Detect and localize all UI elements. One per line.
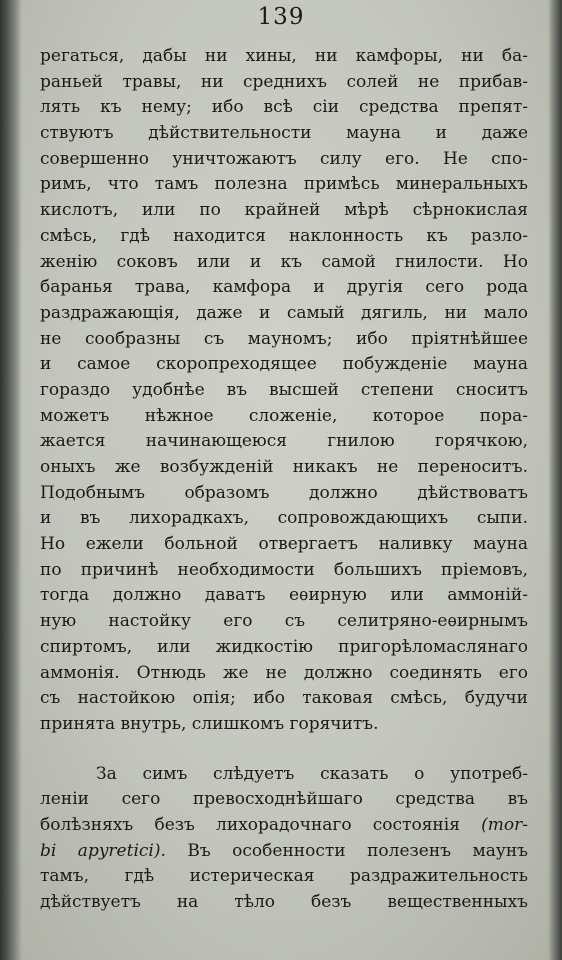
paragraph-1-line: не сообразны съ мауномъ; ибо пріятнѣйшее: [40, 328, 528, 349]
line-text: болѣзняхъ безъ лихорадочнаго состоянія: [40, 814, 482, 835]
paragraph-1-line: можетъ нѣжное сложеніе, которое пора-: [40, 405, 528, 426]
paragraph-1-line: спиртомъ, или жидкостію пригорѣломаслянаго: [40, 636, 528, 657]
paragraph-1-line: и въ лихорадкахъ, сопровождающихъ сыпи.: [40, 508, 528, 529]
paragraph-1-line: баранья трава, камфора и другія сего рода: [40, 277, 528, 298]
latin-term: (mor-: [481, 814, 528, 835]
paragraph-2-line: дѣйствуетъ на тѣло безъ вещественныхъ: [40, 892, 528, 912]
paragraph-1-line: совершенно уничтожаютъ силу его. Не спо-: [40, 148, 528, 169]
page-number: 139: [257, 4, 305, 30]
paragraph-1-line: ную настойку его съ селитряно-еѳирнымъ: [40, 611, 528, 632]
paragraph-1-line: раздражающія, даже и самый дягиль, ни мало: [40, 302, 528, 323]
paragraph-1-line: по причинѣ необходимости большихъ пріемовъ,: [40, 559, 528, 580]
text-block: [40, 44, 528, 916]
paragraph-1-line: съ настойкою опія; ибо таковая смѣсь, будучи: [40, 688, 528, 709]
paragraph-2-line: [40, 813, 528, 839]
paragraph-2-line: За симъ слѣдуетъ сказать о употреб-: [96, 763, 528, 784]
paragraph-1-line: кислотъ, или по крайней мѣрѣ сѣрнокислая: [40, 200, 528, 221]
paragraph-1: [40, 44, 528, 738]
paragraph-1-line: жается начинающеюся гнилою горячкою,: [40, 431, 528, 452]
paragraph-1-line: Но ежели больной отвергаетъ наливку мауна: [40, 534, 528, 555]
paragraph-1-line: смѣсь, гдѣ находится наклонность къ разло-: [40, 225, 528, 246]
page-edge-shadow: [548, 0, 562, 960]
paragraph-2-line: [40, 839, 528, 865]
paragraph-2-line: леніи сего превосходнѣйшаго средства въ: [40, 789, 528, 810]
paragraph-1-line: лять къ нему; ибо всѣ сіи средства препят-: [40, 97, 528, 118]
paragraph-1-line: гораздо удобнѣе въ высшей степени сноситъ: [40, 379, 528, 400]
paragraph-1-line: женію соковъ или и къ самой гнилости. Но: [40, 251, 528, 272]
paragraph-gap: [40, 738, 528, 762]
binding-shadow: [0, 0, 22, 960]
paragraph-1-line: римъ, что тамъ полезна примѣсь минеральныхъ: [40, 174, 528, 195]
paragraph-1-line: тогда должно даватъ еѳирную или аммоній-: [40, 585, 528, 606]
line-text: . Въ особенности полезенъ маунъ: [160, 840, 528, 861]
paragraph-1-line: ствуютъ дѣйствительности мауна и даже: [40, 123, 528, 144]
paragraph-2-line: тамъ, гдѣ истерическая раздражительность: [40, 866, 528, 887]
paragraph-1-line: аммонія. Отнюдь же не должно соединять его: [40, 662, 528, 683]
paragraph-2: [40, 762, 528, 916]
paragraph-1-line: раньей травы, ни среднихъ солей не прибав-: [40, 71, 528, 92]
latin-term: bi apyretici): [40, 840, 161, 861]
paragraph-1-line: регаться, дабы ни хины, ни камфоры, ни ба-: [40, 46, 528, 66]
paragraph-1-line: оныхъ же возбужденій никакъ не переноситъ.: [40, 457, 528, 477]
paragraph-1-line: Подобнымъ образомъ должно дѣйствоватъ: [40, 482, 528, 503]
paragraph-1-line: и самое скоропреходящее побужденіе мауна: [40, 354, 528, 375]
paragraph-1-line: принята внутрь, слишкомъ горячитъ.: [40, 713, 379, 734]
